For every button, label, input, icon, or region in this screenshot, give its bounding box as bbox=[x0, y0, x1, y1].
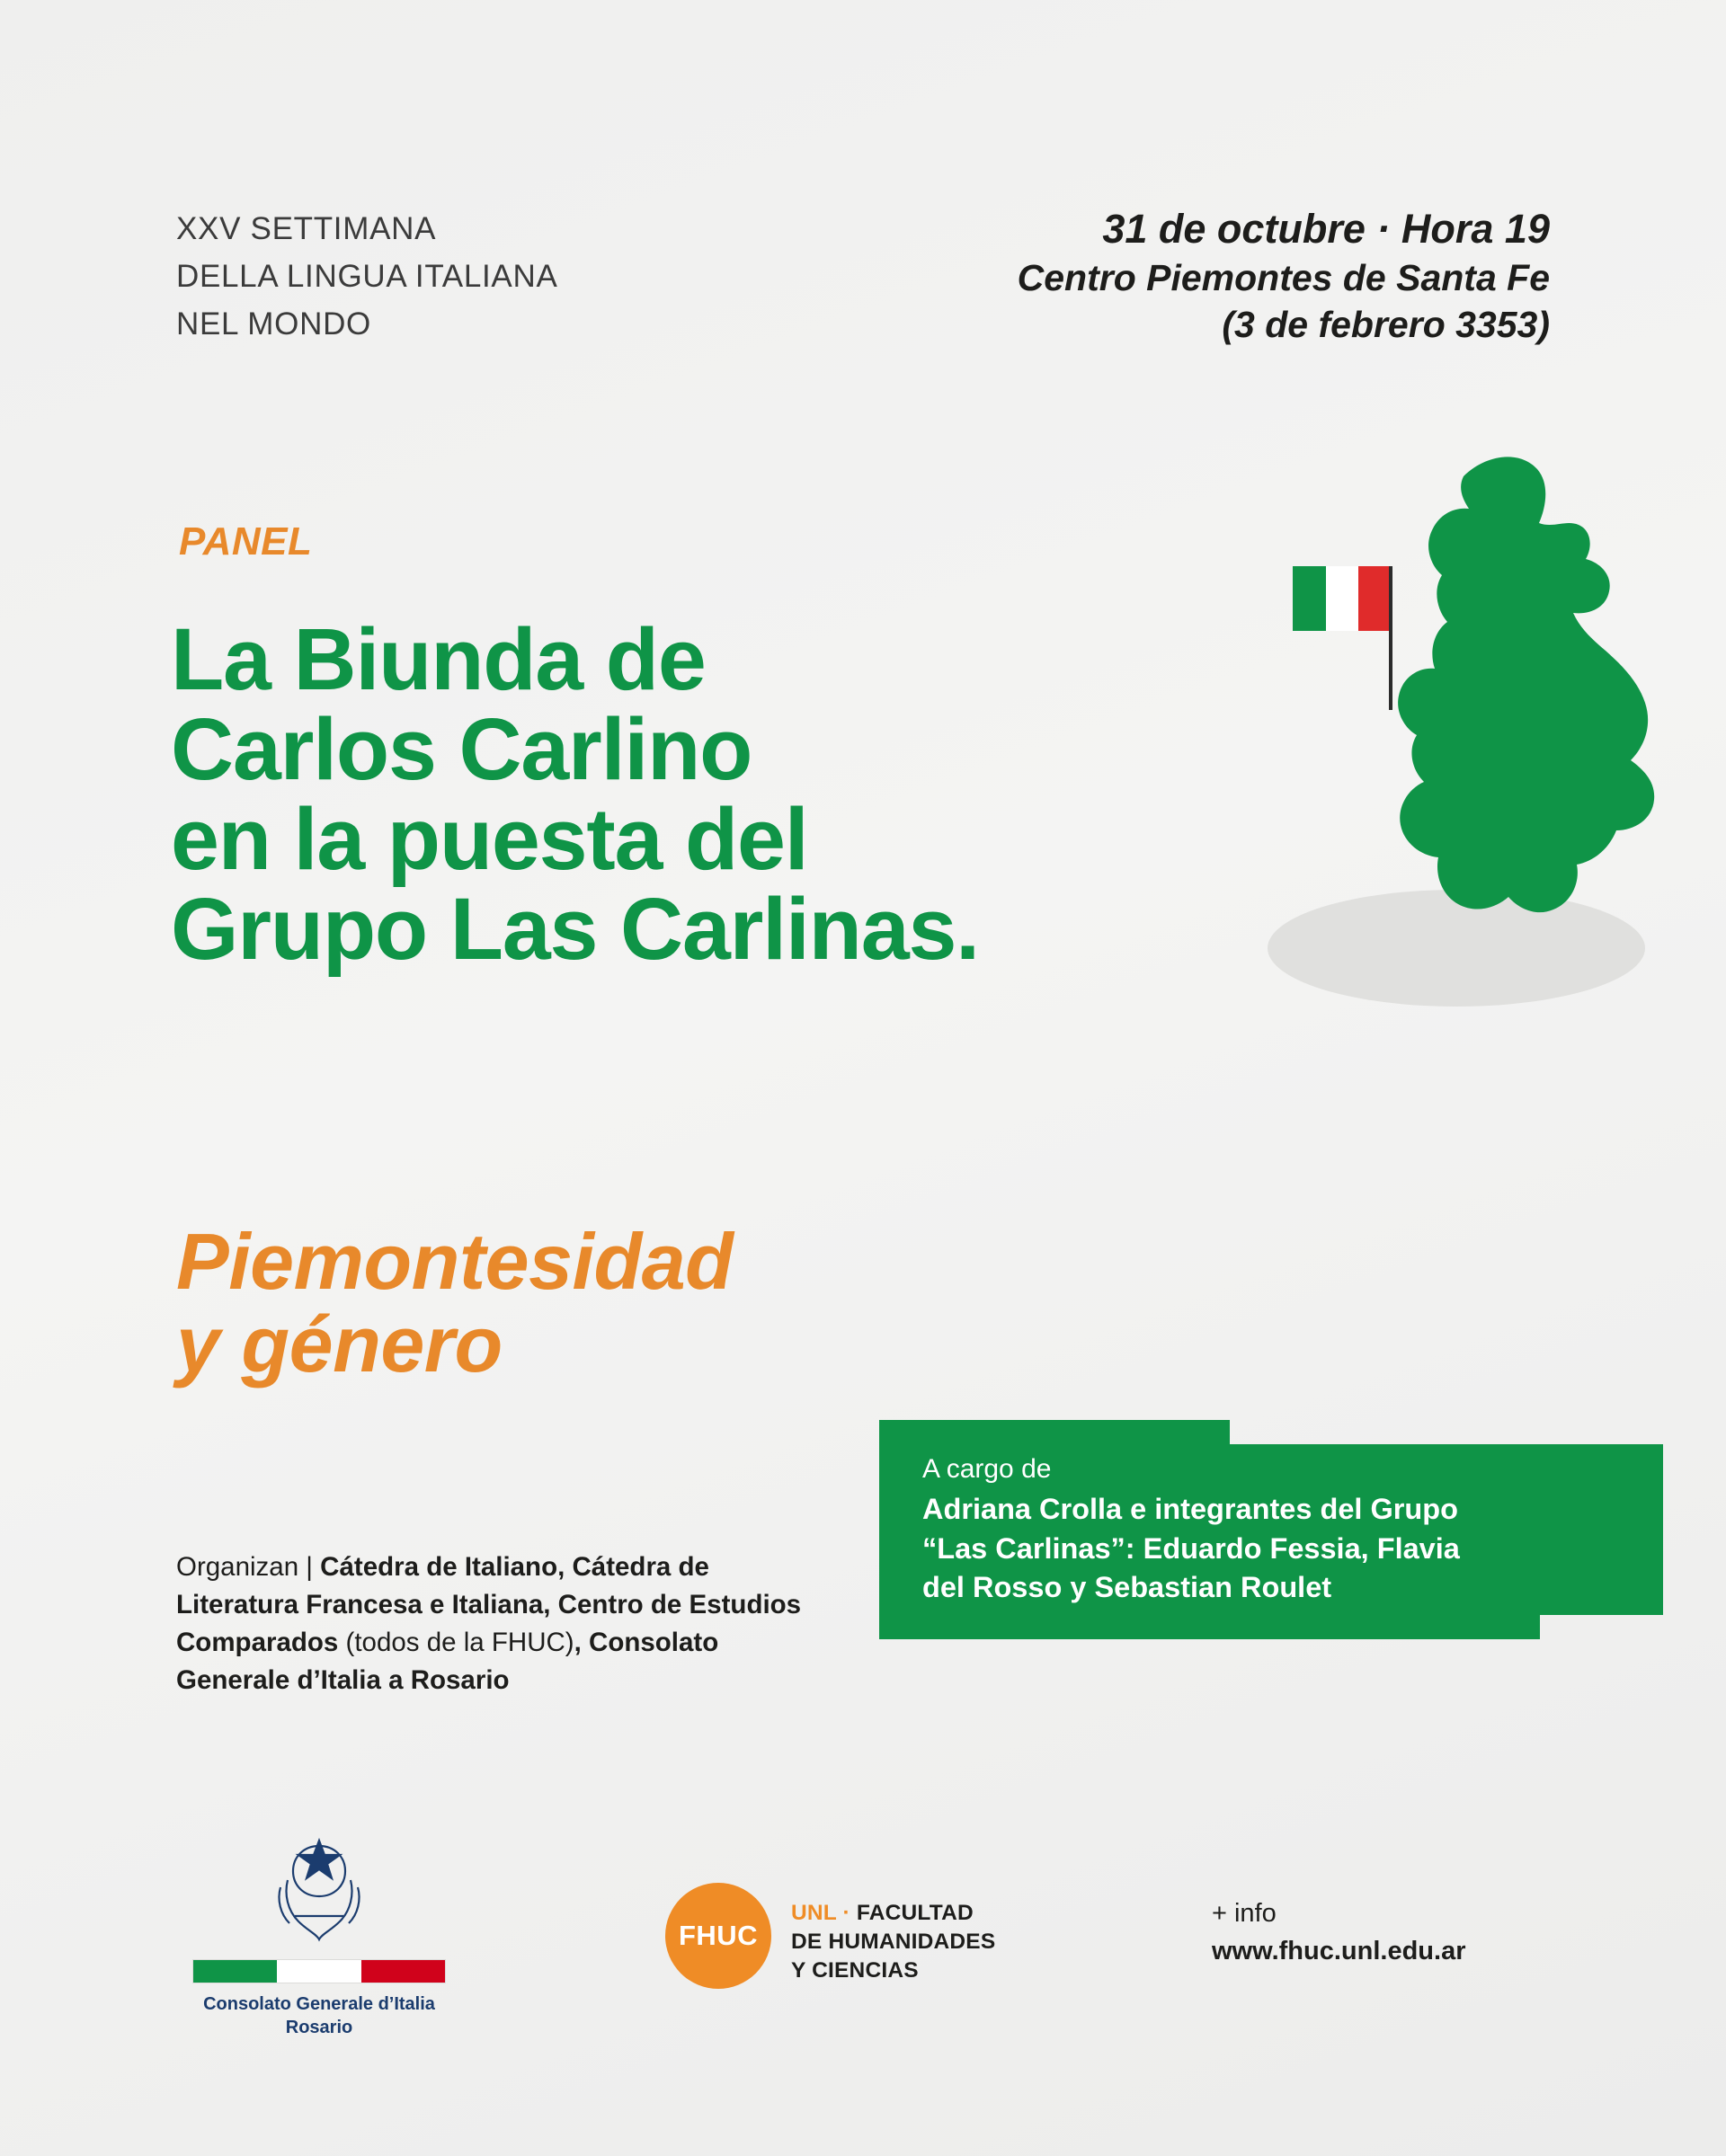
panel-title-line-1: La Biunda de bbox=[171, 610, 706, 708]
flag-stripe-red bbox=[1358, 566, 1392, 631]
speakers-panel bbox=[879, 1420, 1663, 1640]
event-address: (3 de febrero 3353) bbox=[1222, 304, 1550, 346]
organizers-regular-1: (todos de la FHUC) bbox=[345, 1627, 574, 1657]
fhuc-wordmark bbox=[791, 1899, 995, 1985]
organizers-bold-2: , Consolato Generale d’Italia a Rosario bbox=[176, 1627, 719, 1695]
fhuc-line-2: DE HUMANIDADES bbox=[791, 1929, 996, 1954]
tricolor-white bbox=[277, 1960, 360, 1983]
panel-title-line-3: en la puesta del bbox=[171, 789, 808, 888]
fhuc-line-3: Y CIENCIAS bbox=[791, 1957, 919, 1983]
flag-pole-icon bbox=[1389, 566, 1392, 710]
italy-tricolor-bar-icon bbox=[192, 1959, 446, 1983]
speakers-names-line-1: Adriana Crolla e integrantes del Grupo bbox=[922, 1493, 1458, 1525]
piedmont-region-map-icon bbox=[1250, 449, 1690, 1078]
event-series-heading bbox=[176, 205, 558, 349]
speakers-names-line-3: del Rosso y Sebastian Roulet bbox=[922, 1571, 1332, 1604]
panel-title bbox=[171, 610, 979, 978]
italy-emblem-icon bbox=[261, 1833, 378, 1952]
event-series-line-1: XXV SETTIMANA bbox=[176, 211, 437, 246]
consulate-caption-line-2: Rosario bbox=[285, 2018, 353, 2037]
panel-label: PANEL bbox=[179, 519, 313, 563]
organizers-bold-1: Cátedra de Italiano, Cátedra de Literatura Francesa e Italiana, Centro de Estudios Comparados bbox=[176, 1552, 802, 1657]
consulate-caption bbox=[189, 1992, 449, 2039]
event-venue: Centro Piemontes de Santa Fe bbox=[1017, 256, 1550, 298]
flag-stripe-white bbox=[1326, 566, 1359, 631]
fhuc-line-1: FACULTAD bbox=[856, 1901, 974, 1925]
speakers-panel-bottom-band bbox=[879, 1614, 1540, 1639]
speakers-intro-label: A cargo de bbox=[922, 1454, 1052, 1484]
more-info-block bbox=[1212, 1894, 1466, 1970]
more-info-label: + info bbox=[1212, 1899, 1277, 1928]
organizers-label: Organizan | bbox=[176, 1552, 321, 1582]
speakers-names-line-2: “Las Carlinas”: Eduardo Fessia, Flavia bbox=[922, 1531, 1460, 1565]
fhuc-acronym-badge: FHUC bbox=[665, 1883, 771, 1989]
event-datetime-venue bbox=[1018, 205, 1550, 350]
organizers-block bbox=[176, 1548, 832, 1699]
italy-flag-icon bbox=[1293, 566, 1392, 631]
event-series-line-3: NEL MONDO bbox=[176, 306, 371, 342]
event-series-line-2: DELLA LINGUA ITALIANA bbox=[176, 259, 558, 295]
panel-subtitle-line-1: Piemontesidad bbox=[176, 1217, 734, 1306]
panel-subtitle bbox=[176, 1217, 734, 1389]
unl-label: UNL bbox=[791, 1901, 837, 1925]
piedmont-map-illustration bbox=[1250, 449, 1690, 1078]
fhuc-logo bbox=[665, 1883, 1088, 1995]
unl-separator: · bbox=[836, 1901, 857, 1925]
more-info-url[interactable]: www.fhuc.unl.edu.ar bbox=[1212, 1937, 1466, 1966]
flag-stripe-green bbox=[1293, 566, 1326, 631]
consulate-logo bbox=[189, 1833, 449, 2039]
speakers-panel-top-band bbox=[879, 1420, 1230, 1445]
tricolor-green bbox=[193, 1960, 277, 1983]
speakers-names bbox=[922, 1490, 1650, 1608]
panel-subtitle-line-2: y género bbox=[176, 1300, 503, 1389]
event-datetime: 31 de octubre · Hora 19 bbox=[1102, 206, 1550, 252]
panel-title-line-4: Grupo Las Carlinas. bbox=[171, 879, 979, 978]
panel-title-line-2: Carlos Carlino bbox=[171, 699, 752, 798]
fhuc-wordmark-line-1 bbox=[791, 1899, 995, 1928]
tricolor-red bbox=[361, 1960, 445, 1983]
consulate-caption-line-1: Consolato Generale d’Italia bbox=[203, 1994, 435, 2014]
